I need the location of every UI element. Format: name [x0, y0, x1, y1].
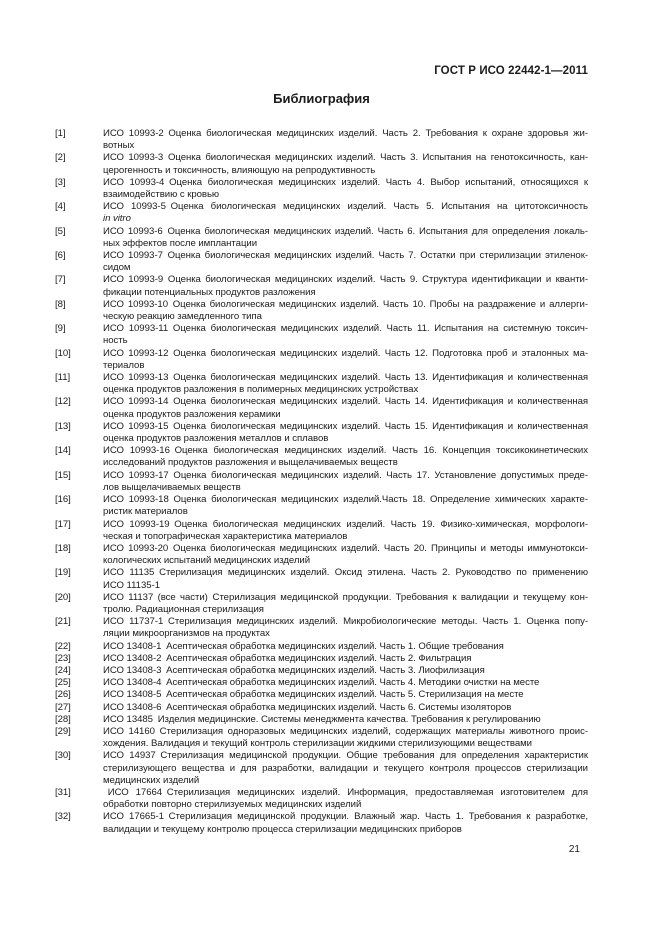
entry-number: [3]	[55, 176, 66, 188]
entry-number: [11]	[55, 372, 71, 384]
entry-number: [22]	[55, 640, 71, 652]
entry-line: ИСО 10993-10 Оценка биологическая медицинских изделий. Часть 10. Пробы на раздражение и аллерги-	[103, 298, 588, 310]
entry-line: ИСО 10993-12 Оценка биологическая медицинских изделий. Часть 12. Подготовка проб и эталонных ма-	[103, 347, 588, 359]
entry-number: [8]	[55, 298, 66, 310]
entry-number: [28]	[55, 713, 71, 725]
entry-line: ИСО 13408-5 Асептическая обработка медицинских изделий. Часть 5. Стерилизация на месте	[103, 689, 524, 701]
entry-text	[103, 250, 588, 274]
entry-line: тролю. Радиационная стерилизация	[103, 603, 264, 615]
bibliography-entry	[55, 128, 588, 152]
entry-line: фикации потенциальных продуктов разложения	[103, 286, 316, 298]
entry-text	[103, 726, 588, 750]
entry-text	[103, 787, 588, 811]
entry-number: [13]	[55, 420, 71, 432]
entry-line: ИСО 13408-3 Асептическая обработка медицинских изделий. Часть 3. Лиофилизация	[103, 664, 485, 676]
entry-line: ИСО 11737-1 Стерилизация медицинских изделий. Микробиологические методы. Часть 1. Оценка попу-	[103, 616, 588, 628]
bibliography-entry	[55, 299, 588, 323]
entry-line: ИСО 13408-4 Асептическая обработка медицинских изделий. Часть 4. Методики очистки на месте	[103, 677, 540, 689]
entry-line: ность	[103, 335, 128, 347]
bibliography-entry	[55, 641, 588, 653]
entry-number: [23]	[55, 652, 71, 664]
entry-line: оценка продуктов разложения металлов и сплавов	[103, 433, 329, 445]
entry-text	[103, 470, 588, 494]
entry-line: ИСО 10993-15 Оценка биологическая медицинских изделий. Часть 15. Идентификация и количественная	[103, 420, 588, 432]
entry-line: ИСО 10993-7 Оценка биологическая медицинских изделий. Часть 7. Остатки при стерилизации этиленок-	[103, 250, 588, 262]
entry-text	[103, 494, 588, 518]
entry-line: оценка продуктов разложения керамики	[103, 408, 281, 420]
entry-line: ИСО 13408-1 Асептическая обработка медицинских изделий. Часть 1. Общие требования	[103, 640, 504, 652]
entry-line: обработки повторно стерилизуемых медицинских изделий	[103, 799, 362, 811]
entry-text	[103, 226, 588, 250]
bibliography-entry	[55, 653, 588, 665]
entry-number: [5]	[55, 225, 66, 237]
entry-text	[103, 702, 588, 714]
bibliography-entry	[55, 750, 588, 787]
entry-number: [7]	[55, 274, 66, 286]
entry-text	[103, 519, 588, 543]
bibliography-entry	[55, 152, 588, 176]
entry-line: ИСО 17665-1 Стерилизация медицинской продукции. Влажный жар. Часть 1. Требования к разработке,	[103, 811, 588, 823]
entry-number: [26]	[55, 689, 71, 701]
entry-text	[103, 567, 588, 591]
entry-line: ИСО 13485 Изделия медицинские. Системы менеджмента качества. Требования к регулированию	[103, 713, 541, 725]
entry-line: стерилизующего вещества и для разработки, валидации и текущего контроля процессов стерилизации	[103, 762, 588, 774]
entry-line: ИСО 10993-3 Оценка биологическая медицинских изделий. Часть 3. Испытания на генотоксичность, кан-	[103, 152, 588, 164]
entry-line: ИСО 10993-2 Оценка биологическая медицинских изделий. Часть 2. Требования к охране здоровья жи-	[103, 128, 588, 139]
entry-number: [2]	[55, 152, 66, 164]
entry-text	[103, 274, 588, 298]
entry-text	[103, 372, 588, 396]
entry-line: ИСО 11135-1	[103, 579, 160, 591]
entry-line: ных эффектов после имплантации	[103, 237, 258, 249]
entry-number: [27]	[55, 701, 71, 713]
page-title: Библиография	[273, 91, 370, 106]
entry-text	[103, 323, 588, 347]
entry-number: [24]	[55, 664, 71, 676]
entry-text	[103, 177, 588, 201]
bibliography-entry	[55, 519, 588, 543]
bibliography-entry	[55, 494, 588, 518]
entry-line: взаимодействию с кровью	[103, 189, 220, 201]
entry-text	[103, 689, 588, 701]
entry-line	[103, 213, 588, 225]
bibliography-entry	[55, 470, 588, 494]
entry-line: исследований продуктов разложения и выщелачиваемых веществ	[103, 457, 398, 469]
entry-text	[103, 543, 588, 567]
entry-text	[103, 714, 588, 726]
entry-text	[103, 750, 588, 787]
entry-number: [12]	[55, 396, 71, 408]
entry-number: [30]	[55, 750, 71, 762]
entry-text	[103, 592, 588, 616]
entry-line: ИСО 10993-16 Оценка биологическая медицинских изделий. Часть 16. Концепция токсикокинетических	[103, 445, 588, 457]
page-number: 21	[568, 844, 580, 855]
entry-text	[103, 445, 588, 469]
entry-line: ИСО 14160 Стерилизация одноразовых медицинских изделий, содержащих материалы животного проис-	[103, 725, 588, 737]
entry-line: ИСО 10993-18 Оценка биологическая медицинских изделий.Часть 18. Определение химических характе-	[103, 494, 588, 506]
entry-number: [17]	[55, 518, 71, 530]
bibliography-entry	[55, 177, 588, 201]
entry-line: ИСО 11137 (все части) Стерилизация медицинской продукции. Требования к валидации и текущему кон-	[103, 591, 588, 603]
bibliography-entry	[55, 250, 588, 274]
bibliography-entry	[55, 445, 588, 469]
entry-text	[103, 653, 588, 665]
entry-text	[103, 811, 588, 835]
entry-text	[103, 421, 588, 445]
entry-line: ИСО 11135 Стерилизация медицинских изделий. Оксид этилена. Часть 2. Руководство по применению	[103, 567, 588, 579]
entry-line: оценка продуктов разложения в полимерных медицинских устройствах	[103, 384, 419, 396]
entry-line: ИСО 10993-4 Оценка биологическая медицинских изделий. Часть 4. Выбор испытаний, относящихся к	[103, 176, 588, 188]
entry-line: сидом	[103, 262, 131, 274]
entry-number: [6]	[55, 250, 66, 262]
bibliography-entry	[55, 226, 588, 250]
entry-line: ИСО 17664 Стерилизация медицинских изделий. Информация, предоставляемая изготовителем для	[103, 786, 588, 798]
bibliography-entry	[55, 348, 588, 372]
entry-line: ИСО 13408-2 Асептическая обработка медицинских изделий. Часть 2. Фильтрация	[103, 652, 472, 664]
bibliography-entry	[55, 714, 588, 726]
entry-text	[103, 665, 588, 677]
entry-number: [10]	[55, 347, 71, 359]
entry-line: ИСО 14937 Стерилизация медицинской продукции. Общие требования для определения характеристик	[103, 750, 588, 762]
entry-number: [18]	[55, 542, 71, 554]
entry-line: лов выщелачиваемых веществ	[103, 481, 241, 493]
entry-line: церогенность и токсичность, влияющую на репродуктивность	[103, 164, 376, 176]
bibliography-entry	[55, 665, 588, 677]
entry-line: валидации и текущему контролю процесса стерилизации медицинских приборов	[103, 823, 462, 835]
entry-line: хождения. Валидация и текущий контроль стерилизации жидкими стерилизующими веществами	[103, 738, 532, 750]
entry-text	[103, 641, 588, 653]
entry-text	[103, 616, 588, 640]
entry-number: [4]	[55, 201, 66, 213]
entry-line: ческую реакцию замедленного типа	[103, 311, 262, 323]
bibliography-list	[55, 128, 588, 836]
entry-text	[103, 348, 588, 372]
entry-line: ИСО 10993-13 Оценка биологическая медицинских изделий. Часть 13. Идентификация и количественная	[103, 372, 588, 384]
bibliography-entry	[55, 677, 588, 689]
entry-text	[103, 152, 588, 176]
entry-line: ИСО 10993-14 Оценка биологическая медицинских изделий. Часть 14. Идентификация и количественная	[103, 396, 588, 408]
entry-line: ИСО 10993-6 Оценка биологическая медицинских изделий. Часть 6. Испытания для определения локаль-	[103, 225, 588, 237]
entry-number: [15]	[55, 469, 71, 481]
bibliography-entry	[55, 567, 588, 591]
bibliography-entry	[55, 592, 588, 616]
entry-number: [20]	[55, 591, 71, 603]
bibliography-entry	[55, 811, 588, 835]
entry-number: [19]	[55, 567, 71, 579]
bibliography-entry	[55, 274, 588, 298]
entry-line: ИСО 10993-19 Оценка биологическая медицинских изделий. Часть 19. Физико-химическая, морфологи-	[103, 518, 588, 530]
bibliography-entry	[55, 323, 588, 347]
entry-text	[103, 396, 588, 420]
entry-line: медицинских изделий	[103, 774, 200, 786]
entry-line: ИСО 10993-11 Оценка биологическая медицинских изделий. Часть 11. Испытания на системную токсич-	[103, 323, 588, 335]
entry-line: вотных	[103, 140, 135, 152]
entry-line: териалов	[103, 359, 145, 371]
bibliography-entry	[55, 396, 588, 420]
entry-number: [16]	[55, 494, 71, 506]
entry-number: [1]	[55, 128, 66, 139]
entry-line: ИСО 10993-9 Оценка биологическая медицинских изделий. Часть 9. Структура идентификации и кванти-	[103, 274, 588, 286]
entry-text	[103, 201, 588, 225]
entry-number: [31]	[55, 786, 71, 798]
bibliography-entry	[55, 372, 588, 396]
bibliography-entry	[55, 702, 588, 714]
bibliography-entry	[55, 787, 588, 811]
entry-line: ческая и топографическая характеристика материалов	[103, 530, 348, 542]
bibliography-entry	[55, 616, 588, 640]
bibliography-entry	[55, 689, 588, 701]
bibliography-entry	[55, 201, 588, 225]
entry-text	[103, 677, 588, 689]
entry-line: ИСО 10993-17 Оценка биологическая медицинских изделий. Часть 17. Установление допустимых преде-	[103, 469, 588, 481]
entry-number: [9]	[55, 323, 66, 335]
entry-line: ИСО 10993-20 Оценка биологическая медицинских изделий. Часть 20. Принципы и методы иммунотокси-	[103, 542, 588, 554]
entry-line: ристик материалов	[103, 506, 188, 518]
entry-line: ИСО 13408-6 Асептическая обработка медицинских изделий. Часть 6. Системы изоляторов	[103, 701, 512, 713]
entry-line: ляции микроорганизмов на продуктах	[103, 628, 270, 640]
document-header: ГОСТ Р ИСО 22442-1—2011	[434, 65, 588, 77]
entry-number: [29]	[55, 725, 71, 737]
bibliography-entry	[55, 726, 588, 750]
entry-number: [25]	[55, 677, 71, 689]
entry-text	[103, 299, 588, 323]
entry-text	[103, 128, 588, 152]
bibliography-entry	[55, 421, 588, 445]
entry-line: кологических испытаний медицинских изделий	[103, 555, 311, 567]
entry-number: [14]	[55, 445, 71, 457]
entry-line: ИСО 10993-5 Оценка биологическая медицинских изделий. Часть 5. Испытания на цитотоксичность	[103, 201, 588, 213]
entry-number: [32]	[55, 811, 71, 823]
entry-number: [21]	[55, 616, 71, 628]
bibliography-entry	[55, 543, 588, 567]
entry-line-italic: in vitro	[103, 213, 131, 225]
